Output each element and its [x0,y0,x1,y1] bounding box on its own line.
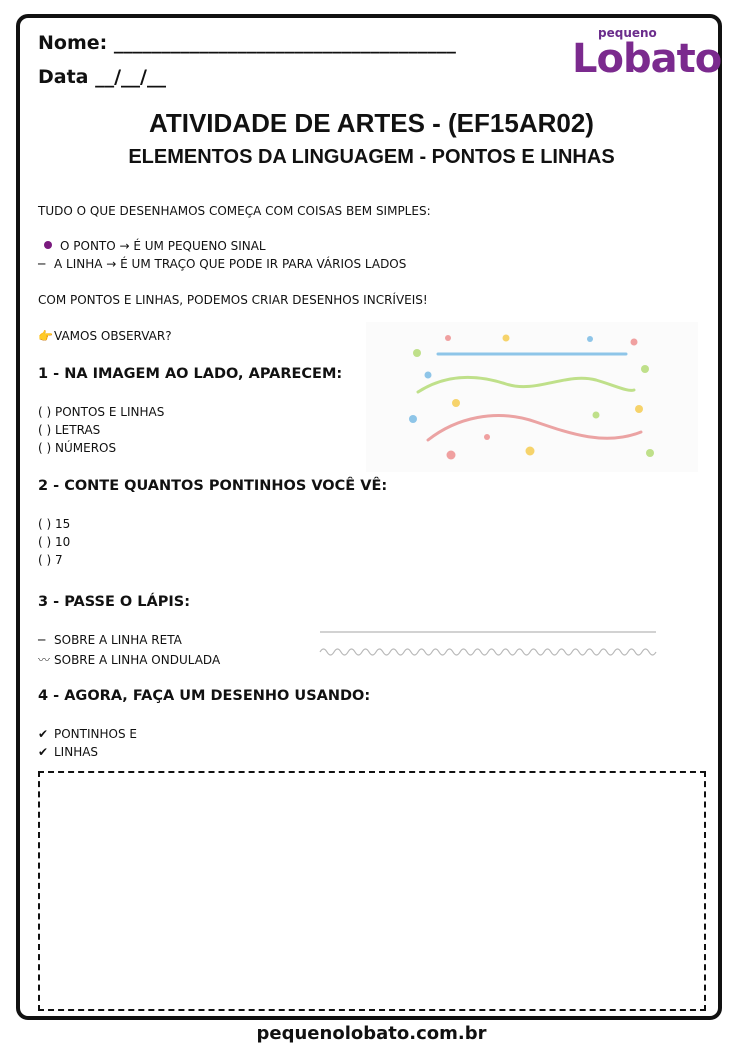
page-title: ATIVIDADE DE ARTES - (EF15AR02) [149,108,594,138]
check-icon: ✔ [38,727,49,741]
dot [413,349,421,357]
name-field-label: Nome: ____________________________________ [38,32,456,54]
observe-prompt [38,329,172,343]
dot [447,451,456,460]
trace-wavy-instruction [38,651,220,668]
date-field-label: Data __/__/__ [38,66,166,88]
question-4-title: 4 - AGORA, FAÇA UM DESENHO USANDO: [38,688,371,704]
logo-big-text: Lobato [572,36,722,82]
question-1-title: 1 - NA IMAGEM AO LADO, APARECEM: [38,366,343,382]
dot [646,449,654,457]
dot [593,412,600,419]
dot [503,335,510,342]
dot [631,339,638,346]
drawing-area[interactable] [38,771,706,1011]
intro-text: TUDO O QUE DESENHAMOS COMEÇA COM COISAS BEM SIMPLES: [38,204,431,218]
trace-straight-instruction [38,633,182,647]
trace-straight-text: SOBRE A LINHA RETA [54,633,182,647]
purple-dot-icon [44,241,52,249]
definition-line [38,257,406,271]
wavy-tracing-line [320,649,656,655]
page-subtitle: ELEMENTOS DA LINGUAGEM - PONTOS E LINHAS [128,146,615,168]
check-icon: ✔ [38,745,49,759]
q1-option-numbers[interactable]: ( ) NÚMEROS [38,441,117,455]
footer-website: pequenolobato.com.br [256,1023,487,1044]
checklist-item-dots-text: PONTINHOS E [54,727,137,741]
dot [425,372,432,379]
checklist-item-dots [38,727,137,741]
tracing-lines[interactable] [318,626,660,662]
dot [635,405,643,413]
points-and-lines-illustration [366,322,698,472]
dot [445,335,451,341]
dot [484,434,490,440]
definition-point-text: O PONTO → É UM PEQUENO SINAL [60,239,266,253]
straight-line-icon: ─ [38,633,46,647]
q2-option-15[interactable]: ( ) 15 [38,517,71,531]
checklist-item-lines [38,745,98,759]
definition-line-text: A LINHA → É UM TRAÇO QUE PODE IR PARA VÁRIOS LADOS [54,257,407,271]
observe-text: VAMOS OBSERVAR? [54,329,172,343]
question-2-title: 2 - CONTE QUANTOS PONTINHOS VOCÊ VÊ: [38,478,388,494]
dot [587,336,593,342]
definition-point [44,239,266,253]
trace-wavy-text: SOBRE A LINHA ONDULADA [54,653,221,667]
checklist-item-lines-text: LINHAS [54,745,99,759]
wavy-line-icon: 〰 [38,653,51,667]
dot [409,415,417,423]
pointing-hand-icon: 👉 [38,329,53,343]
question-3-title: 3 - PASSE O LÁPIS: [38,594,191,610]
dot [641,365,649,373]
q2-option-7[interactable]: ( ) 7 [38,553,63,567]
statement-text: COM PONTOS E LINHAS, PODEMOS CRIAR DESENHOS INCRÍVEIS! [38,293,428,307]
dot [452,399,460,407]
q1-option-letters[interactable]: ( ) LETRAS [38,423,101,437]
logo-small-text: pequeno [598,26,657,40]
q2-option-10[interactable]: ( ) 10 [38,535,71,549]
q1-option-points-lines[interactable]: ( ) PONTOS E LINHAS [38,405,165,419]
pequeno-lobato-logo [568,26,722,88]
dot [526,447,535,456]
line-glyph-icon: ─ [38,257,46,271]
